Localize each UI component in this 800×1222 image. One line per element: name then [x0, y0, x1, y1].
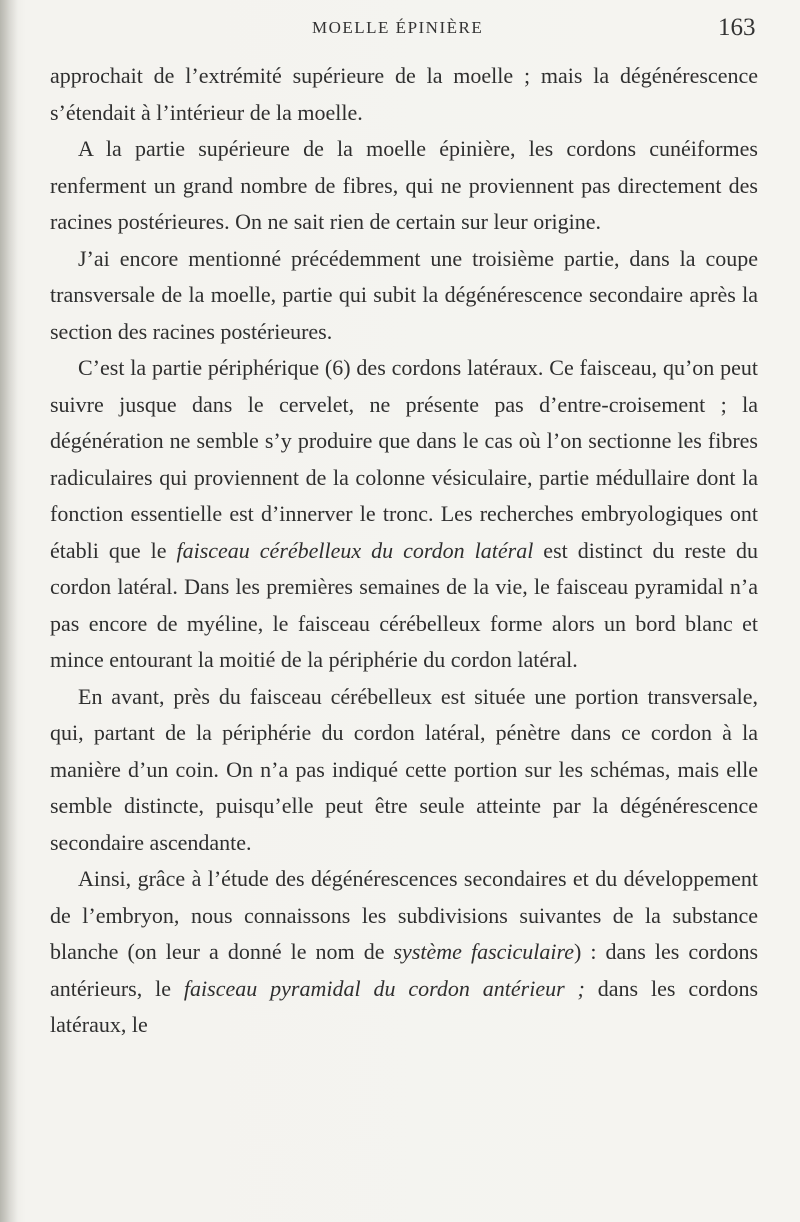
text-run: C’est la partie périphérique (6) des cordons latéraux. Ce faisceau, qu’on peut suivre jusque dans le cervelet, ne présente pas d’entre-croisement ; la dégénération ne semble s’y produire que dans le cas où l’on sectionne les fibres radiculaires qui proviennent de la colonne vésiculaire, partie médullaire dont la fonction essentielle est d’innerver le tronc. Les recherches embryologiques ont établi que le — [50, 355, 758, 563]
text-run: J’ai encore mentionné précédemment une troisième partie, dans la coupe transversale de la moelle, partie qui subit la dégénérescence secondaire après la section des racines postérieures. — [50, 245, 758, 344]
text-run: En avant, près du faisceau cérébelleux est située une portion transversale, qui, partant de la périphérie du cordon latéral, pénètre dans ce cordon à la manière d’un coin. On n’a pas indiqué cette portion sur les schémas, mais elle semble distincte, puisqu’elle peut être seule atteinte par la dégénérescence secondaire ascendante. — [50, 683, 758, 855]
paragraph — [50, 131, 758, 241]
paragraph — [50, 241, 758, 351]
text-run: est distinct du reste du cordon latéral. Dans les premières semaines de la vie, le faisceau pyramidal n’a pas encore de myéline, le faisceau cérébelleux forme alors un bord blanc et mince entourant la moitié de la périphérie du cordon latéral. — [50, 537, 758, 672]
body-text — [50, 58, 758, 1044]
italic-term: faisceau pyramidal du cordon antérieur ; — [183, 975, 585, 1001]
text-run: A la partie supérieure de la moelle épinière, les cordons cunéiformes renferment un grand nombre de fibres, qui ne proviennent pas directement des racines postérieures. On ne sait rien de certain sur leur origine. — [50, 136, 758, 234]
page-number: 163 — [718, 14, 756, 41]
text-run: approchait de l’extrémité supérieure de la moelle ; mais la dégénérescence s’étendait à l’intérieur de la moelle. — [50, 63, 758, 125]
running-title: MOELLE ÉPINIÈRE — [312, 18, 484, 37]
paragraph — [50, 679, 758, 862]
text-run: Ainsi, grâce à l’étude des dégénérescences secondaires et du développement de l’embryon, nous connaissons les subdivisions suivantes de la substance blanche (on leur a donné le nom de — [50, 866, 758, 964]
paragraph — [50, 58, 758, 131]
running-head — [0, 14, 800, 44]
italic-term: faisceau cérébelleux du cordon latéral — [176, 537, 534, 563]
text-run: ) : dans les cordons antérieurs, le — [50, 939, 759, 1001]
italic-term: système fasciculaire — [393, 939, 575, 964]
binding-shadow — [0, 0, 18, 1222]
paragraph — [50, 861, 758, 1044]
paragraph — [50, 350, 758, 679]
text-run: dans les cordons latéraux, le — [50, 975, 759, 1037]
